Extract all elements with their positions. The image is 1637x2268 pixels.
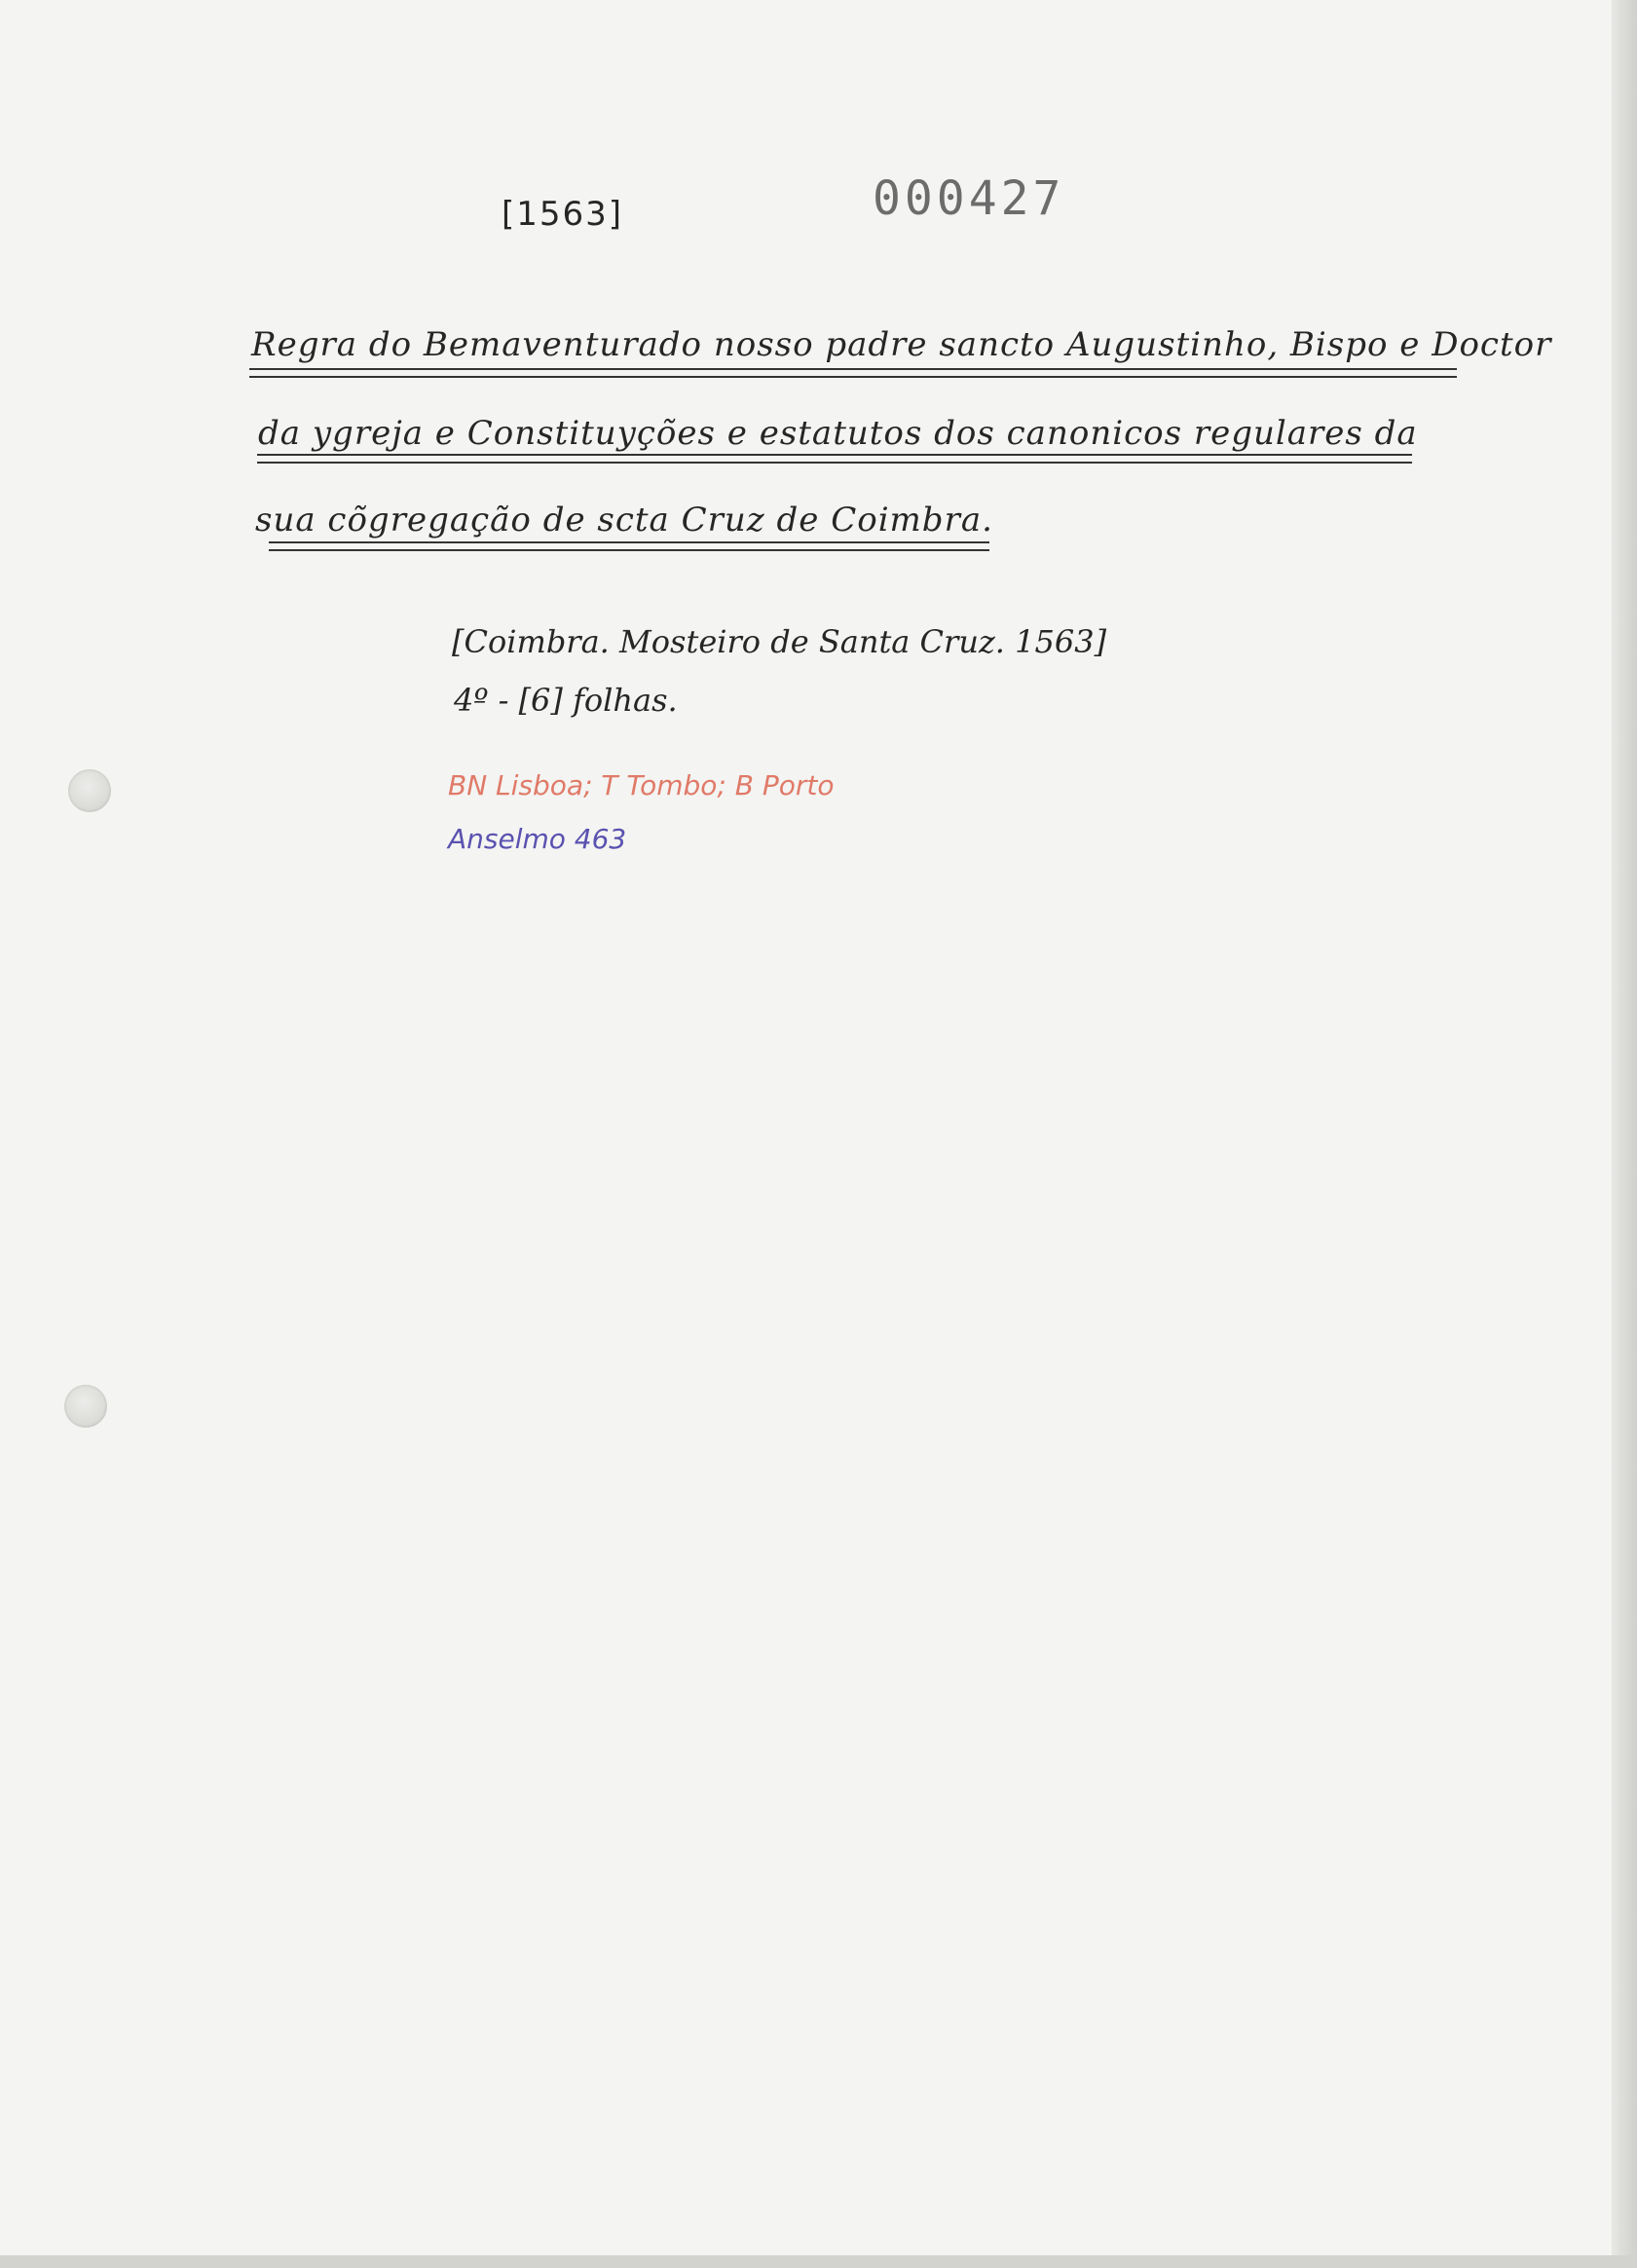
holdings-note: BN Lisboa; T Tombo; B Porto bbox=[448, 769, 835, 801]
title-underline-3b bbox=[269, 549, 989, 551]
title-underline-2a bbox=[257, 454, 1412, 456]
page-bottom-edge bbox=[0, 2255, 1637, 2268]
imprint-line: [Coimbra. Mosteiro de Santa Cruz. 1563] bbox=[452, 623, 1107, 660]
punch-hole-lower bbox=[64, 1385, 107, 1428]
title-line-1: Regra do Bemaventurado nosso padre sancto Augustinho, Bispo e Doctor bbox=[251, 325, 1552, 364]
title-underline-3a bbox=[269, 541, 989, 543]
punch-hole-upper bbox=[68, 769, 111, 812]
title-underline-1b bbox=[249, 376, 1457, 378]
reference-note: Anselmo 463 bbox=[448, 823, 627, 855]
title-underline-1a bbox=[249, 368, 1457, 370]
format-line: 4º - [6] folhas. bbox=[454, 682, 678, 719]
page-right-edge bbox=[1612, 0, 1637, 2268]
title-line-2: da ygreja e Constituyções e estatutos dos canonicos regulares da bbox=[258, 414, 1418, 453]
title-underline-2b bbox=[257, 462, 1412, 464]
stamp-number: 000427 bbox=[873, 171, 1065, 226]
year-bracket: [1563] bbox=[502, 195, 624, 234]
title-line-3: sua cõgregação de scta Cruz de Coimbra. bbox=[255, 501, 993, 539]
